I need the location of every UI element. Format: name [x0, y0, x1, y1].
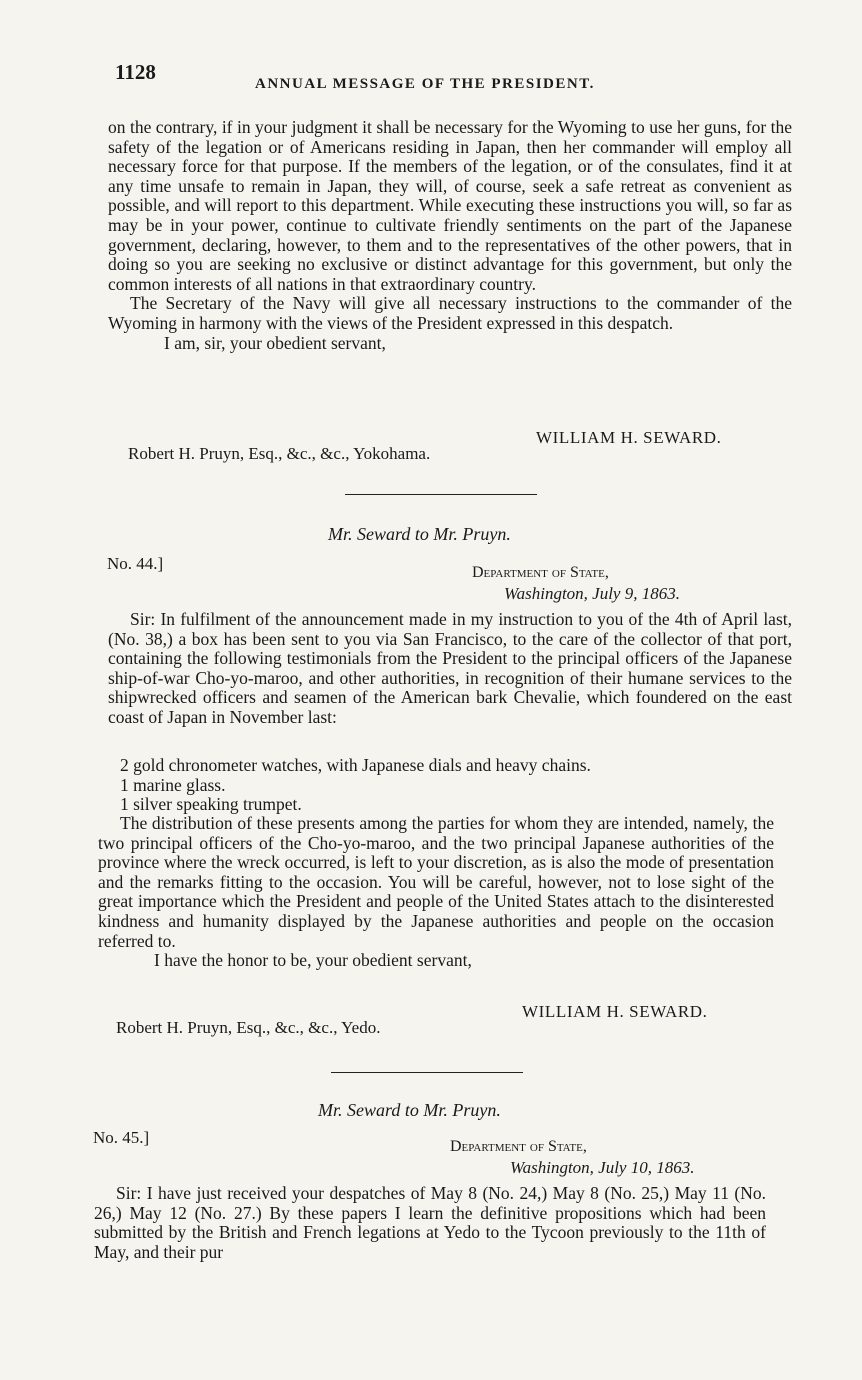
department-line: Department of State, — [472, 564, 609, 581]
addressee: Robert H. Pruyn, Esq., &c., &c., Yedo. — [116, 1018, 381, 1037]
letter-number: No. 44.] — [107, 554, 164, 573]
addressee: Robert H. Pruyn, Esq., &c., &c., Yokohama. — [128, 444, 431, 463]
list-item: 1 marine glass. — [120, 774, 226, 795]
letter3-body — [94, 1184, 766, 1262]
paragraph: The distribution of these presents among the parties for whom they are intended, namely, the two principal officers of the Cho-yo-maroo, and the two principal Japanese authorities of the province where the wreck occurred, is left to your discretion, as is also the mode of presentation and the remarks fitting to the occasion. You will be careful, however, not to lose sight of the great importance which the President and people of the United States attach to the disinterested kindness and humanity displayed by the Japanese authorities and people on the occasion referred to. — [98, 813, 774, 951]
letter-heading: Mr. Seward to Mr. Pruyn. — [328, 524, 511, 544]
dateline: Washington, July 10, 1863. — [510, 1158, 695, 1177]
paragraph: Sir: I have just received your despatches of May 8 (No. 24,) May 8 (No. 25,) May 11 (No. 26,) May 12 (No. 27.) By these papers I learn the definitive propositions which had been submitted by the British and French legations at Yedo to the Tycoon previously to the 11th of May, and their pur — [94, 1183, 766, 1262]
item-list — [120, 756, 591, 815]
paragraph: on the contrary, if in your judgment it shall be necessary for the Wyoming to use her guns, for the safety of the legation or of Americans residing in Japan, then her commander will employ all necessary force for that purpose. If the members of the legation, or of the consulates, find it at any time unsafe to remain in Japan, they will, of course, seek a safe retreat as convenient as possible, and will report to this department. While executing these instructions you will, so far as may be in your power, continue to cultivate friendly sentiments on the part of the Japanese government, declaring, however, to them and to the representatives of the other powers, that in doing so you are seeking no exclusive or distinct advantage for this government, but only the common interests of all nations in that extraordinary country. — [108, 117, 792, 294]
letter2-body — [108, 610, 792, 728]
list-item: 2 gold chronometer watches, with Japanese dials and heavy chains. — [120, 755, 591, 775]
letter2-body-continued — [98, 814, 774, 971]
letter1-body — [108, 118, 792, 353]
signature: WILLIAM H. SEWARD. — [522, 1002, 708, 1021]
letter-number: No. 45.] — [93, 1128, 150, 1147]
page-header — [115, 60, 805, 94]
page-number: 1128 — [115, 60, 156, 84]
letter-heading: Mr. Seward to Mr. Pruyn. — [318, 1100, 501, 1120]
paragraph: Sir: In fulfilment of the announcement made in my instruction to you of the 4th of April last, (No. 38,) a box has been sent to you via San Francisco, to the care of the collector of that port, containing the following testimonials from the President to the principal officers of the Japanese ship-of-war Cho-yo-maroo, and other authorities, in recognition of their humane services to the shipwrecked officers and seamen of the American bark Chevalie, which foundered on the east coast of Japan in November last: — [108, 609, 792, 727]
paragraph: The Secretary of the Navy will give all necessary instructions to the commander of the Wyoming in harmony with the views of the President expressed in this despatch. — [108, 293, 792, 333]
section-divider — [331, 1072, 523, 1073]
department-line: Department of State, — [450, 1138, 587, 1155]
section-divider — [345, 494, 537, 495]
dateline: Washington, July 9, 1863. — [504, 584, 680, 603]
signature: WILLIAM H. SEWARD. — [536, 428, 722, 447]
closing-line: I have the honor to be, your obedient servant, — [154, 950, 472, 971]
running-head: ANNUAL MESSAGE OF THE PRESIDENT. — [255, 76, 595, 92]
closing-line: I am, sir, your obedient servant, — [164, 332, 386, 353]
list-item: 1 silver speaking trumpet. — [120, 794, 302, 815]
